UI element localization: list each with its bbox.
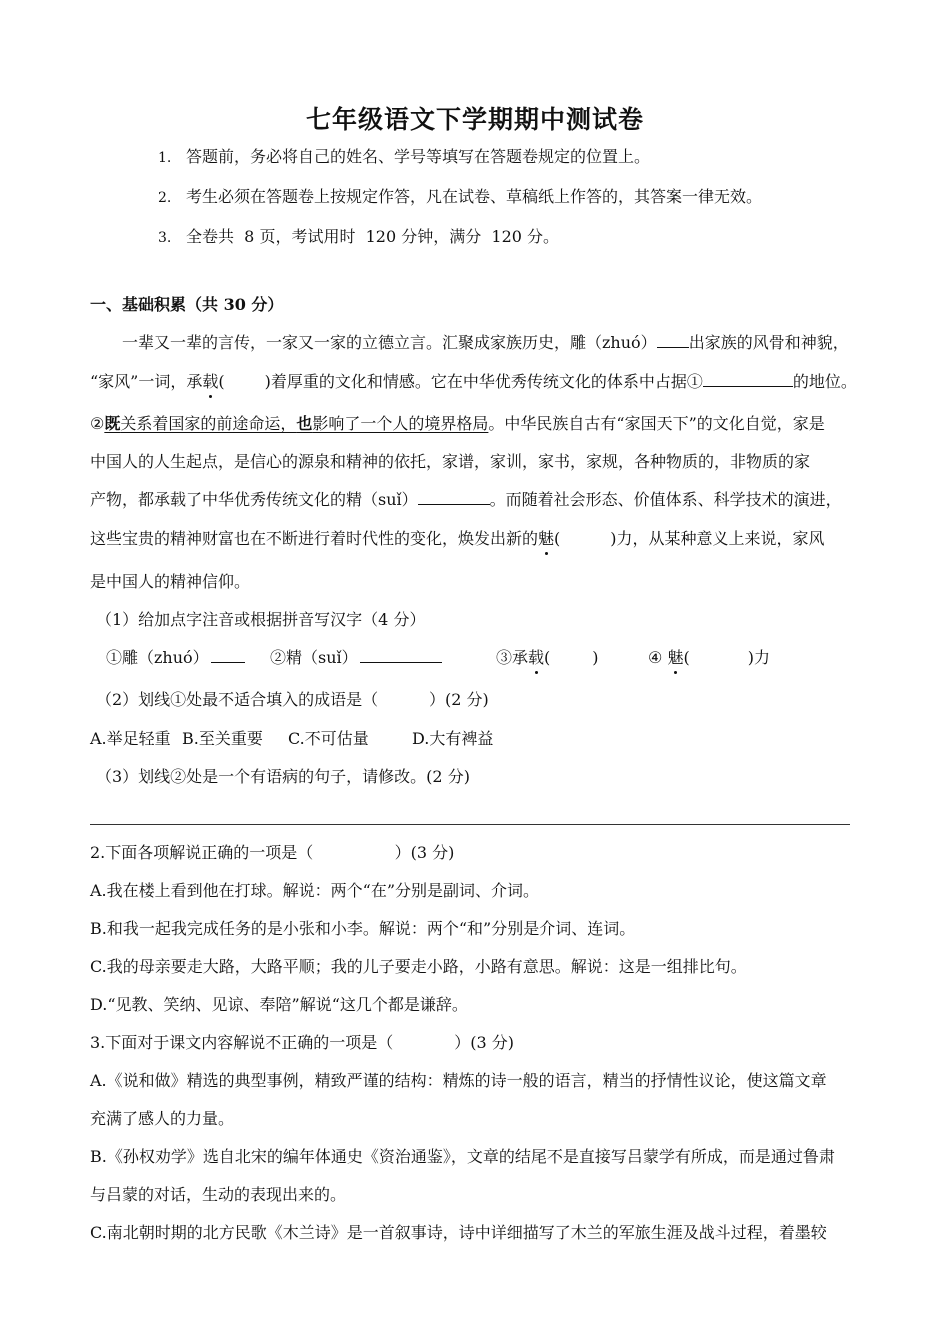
page-title: 七年级语文下学期期中测试卷 [305, 105, 644, 134]
item-text: ④ [648, 648, 668, 667]
passage-line-2 [90, 371, 857, 393]
passage-line-3 [90, 413, 825, 435]
passage-text: ( [218, 372, 225, 391]
dotted-character: 魅 [538, 529, 555, 548]
rule-text: 答题前，务必将自己的姓名、学号等填写在答题卷规定的位置上。 [186, 147, 651, 166]
item-text: )力 [747, 648, 770, 667]
item-text: ( [544, 648, 551, 667]
section-heading: 一、基础积累（共 30 分） [90, 295, 284, 314]
passage-text: 出家族的风骨和神貌， [688, 333, 849, 352]
passage-line-1 [122, 332, 849, 354]
passage-text: 。而随着社会形态、价值体系、科学技术的演进， [489, 490, 842, 509]
item-text: ①雕（zhuó） [106, 648, 209, 667]
item-text: ②精（suǐ） [270, 648, 358, 667]
question-3-option-a-line-2: 充满了感人的力量。 [90, 1109, 235, 1128]
rule-text: 考生必须在答题卷上按规定作答，凡在试卷、草稿纸上作答的，其答案一律无效。 [186, 187, 763, 206]
question-3-option-a-line-1: A.《说和做》精选的典型事例，精致严谨的结构：精炼的诗一般的语言，精当的抒情性议论，使这篇文章 [90, 1071, 827, 1090]
item-text: ③承 [496, 648, 529, 667]
item-a [106, 647, 245, 669]
answer-blank [360, 647, 442, 663]
passage-text: )力，从某种意义上来说，家风 [610, 529, 825, 548]
question-2-option-a: A.我在楼上看到他在打球。解说：两个“在”分别是副词、介词。 [90, 881, 540, 900]
question-2-option-b: B.和我一起我完成任务的是小张和小李。解说：两个“和”分别是介词、连词。 [90, 919, 636, 938]
passage-text: ( [554, 529, 561, 548]
subquestion-3: （3）划线②处是一个有语病的句子，请修改。(2 分) [96, 767, 470, 786]
question-2-option-d: D.“见教、笑纳、见谅、奉陪”解说“这几个都是谦辞。 [90, 995, 468, 1014]
option-b: B.至关重要 [182, 729, 263, 748]
rule-number: 1. [158, 150, 172, 166]
dotted-character: 魅 [667, 648, 684, 667]
passage-text: 的地位。 [792, 372, 857, 391]
answer-blank [703, 371, 793, 387]
passage-line-7: 是中国人的精神信仰。 [90, 572, 251, 591]
rule-text: 全卷共 8 页，考试用时 120 分钟，满分 120 分。 [186, 227, 560, 246]
rule-2 [158, 186, 762, 209]
question-2-option-c: C.我的母亲要走大路，大路平顺；我的儿子要走小路，小路有意思。解说：这是一组排比句。 [90, 957, 747, 976]
option-a: A.举足轻重 [90, 729, 171, 748]
passage-text: ② [90, 414, 105, 433]
rule-1 [158, 146, 650, 169]
question-3-option-c-line-1: C.南北朝时期的北方民歌《木兰诗》是一首叙事诗，诗中详细描写了木兰的军旅生涯及战斗过程，着墨较 [90, 1223, 827, 1242]
option-c: C.不可估量 [288, 729, 369, 748]
passage-text: 也 [296, 414, 313, 433]
passage-text: 这些宝贵的精神财富也在不断进行着时代性的变化，焕发出新的 [90, 529, 539, 548]
question-3-stem: 3.下面对于课文内容解说不正确的一项是（ ）(3 分) [90, 1033, 515, 1052]
dotted-character: 载 [202, 372, 219, 391]
passage-text: 。中华民族自古有“家国天下”的文化自觉，家是 [488, 414, 825, 433]
item-text: ) [592, 648, 599, 667]
rule-3 [158, 226, 559, 249]
answer-blank [418, 489, 490, 505]
subquestion-1: （1）给加点字注音或根据拼音写汉字（4 分） [96, 610, 426, 629]
item-text: ( [683, 648, 690, 667]
rule-number: 3. [158, 230, 172, 246]
answer-blank [211, 647, 245, 663]
dotted-character: 载 [528, 648, 545, 667]
item-b [270, 647, 442, 669]
passage-text: 一辈又一辈的言传，一家又一家的立德立言。汇聚成家族历史，雕（zhuó） [122, 333, 657, 352]
question-2-stem: 2.下面各项解说正确的一项是（ ）(3 分) [90, 843, 455, 862]
question-3-option-b-line-2: 与吕蒙的对话，生动的表现出来的。 [90, 1185, 347, 1204]
question-3-option-b-line-1: B.《孙权劝学》选自北宋的编年体通史《资治通鉴》，文章的结尾不是直接写吕蒙学有所成，而是通过鲁肃 [90, 1147, 835, 1166]
answer-blank [657, 332, 689, 348]
passage-text: 既 [104, 414, 121, 433]
passage-text: 产物，都承载了中华优秀传统文化的精（suǐ） [90, 490, 418, 509]
passage-text: 影响了一个人的境界格局 [312, 414, 489, 433]
answer-line [90, 824, 850, 825]
passage-line-4: 中国人的人生起点，是信心的源泉和精神的依托，家谱，家训，家书，家规，各种物质的，非物质的家 [90, 452, 811, 471]
passage-text: 关系着国家的前途命运， [120, 414, 297, 433]
passage-line-5 [90, 489, 842, 511]
item-c [496, 647, 599, 669]
underlined-sentence [104, 414, 488, 433]
passage-text: )着厚重的文化和情感。它在中华优秀传统文化的体系中占据① [264, 372, 703, 391]
subquestion-2: （2）划线①处最不适合填入的成语是（ ）(2 分) [96, 690, 489, 709]
rule-number: 2. [158, 190, 172, 206]
option-d: D.大有裨益 [412, 729, 494, 748]
passage-line-6 [90, 528, 825, 550]
passage-text: “家风”一词，承 [90, 372, 203, 391]
item-d [648, 647, 770, 669]
